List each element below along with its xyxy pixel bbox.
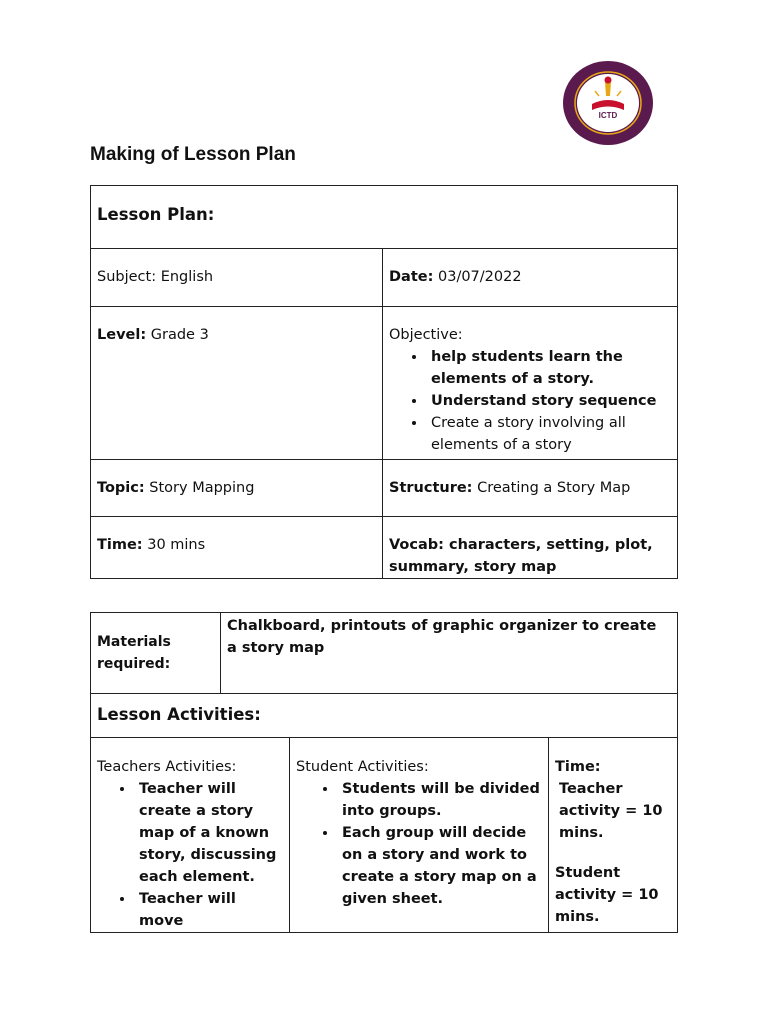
materials-value: Chalkboard, printouts of graphic organizer to create a story map [221, 613, 678, 694]
logo-abbrev: ICTD [598, 111, 618, 120]
objective-item: • Understand story sequence [427, 390, 671, 412]
structure-cell [383, 460, 678, 517]
teachers-activities-cell [91, 738, 290, 933]
subject-label: Subject: [97, 269, 157, 285]
time-value: 30 mins [142, 537, 206, 553]
activities-table [90, 737, 678, 933]
teachers-activity-item: • Teacher will move [135, 888, 283, 932]
student-activities-header: Student Activities: [296, 759, 429, 775]
time-label: Time: [97, 537, 143, 553]
student-activities-list [296, 778, 542, 910]
topic-label: Topic: [97, 480, 145, 496]
materials-label: Materials required: [91, 613, 221, 694]
objective-item: • help students learn the elements of a story. [427, 346, 671, 390]
objective-item: • Create a story involving all elements of a story [427, 412, 671, 456]
objective-list [389, 346, 671, 456]
vocab-value: characters, setting, plot, summary, story map [389, 537, 653, 575]
lesson-activities-header: Lesson Activities: [91, 694, 678, 738]
structure-value: Creating a Story Map [472, 480, 631, 496]
teachers-activities-list [97, 778, 283, 932]
lesson-plan-table [90, 185, 678, 579]
time-activities-cell [549, 738, 678, 933]
student-activity-item: • Students will be divided into groups. [338, 778, 542, 822]
vocab-cell [383, 517, 678, 579]
time-activities-header: Time: [555, 759, 601, 775]
level-label: Level: [97, 327, 147, 343]
topic-cell [91, 460, 383, 517]
vocab-label: Vocab: [389, 537, 444, 553]
objective-label: Objective: [389, 327, 463, 343]
student-activities-cell [290, 738, 549, 933]
teachers-activities-header: Teachers Activities: [97, 759, 237, 775]
time-cell [91, 517, 383, 579]
topic-value: Story Mapping [144, 480, 255, 496]
time-student-activity: Student activity = 10 mins. [555, 865, 659, 925]
college-logo [562, 60, 654, 146]
objective-cell [383, 307, 678, 460]
date-cell [383, 249, 678, 307]
date-value: 03/07/2022 [433, 269, 522, 285]
level-value: Grade 3 [146, 327, 209, 343]
time-teacher-activity: Teacher activity = 10 mins. [559, 781, 663, 841]
structure-label: Structure: [389, 480, 473, 496]
student-activity-item: • Each group will decide on a story and work to create a story map on a given sheet. [338, 822, 542, 910]
level-cell [91, 307, 383, 460]
lesson-plan-header: Lesson Plan: [91, 186, 678, 249]
subject-value: English [156, 269, 214, 285]
teachers-activity-item: • Teacher will create a story map of a known story, discussing each element. [135, 778, 283, 888]
materials-table [90, 612, 678, 738]
page-title: Making of Lesson Plan [90, 144, 296, 165]
subject-cell [91, 249, 383, 307]
date-label: Date: [389, 269, 434, 285]
